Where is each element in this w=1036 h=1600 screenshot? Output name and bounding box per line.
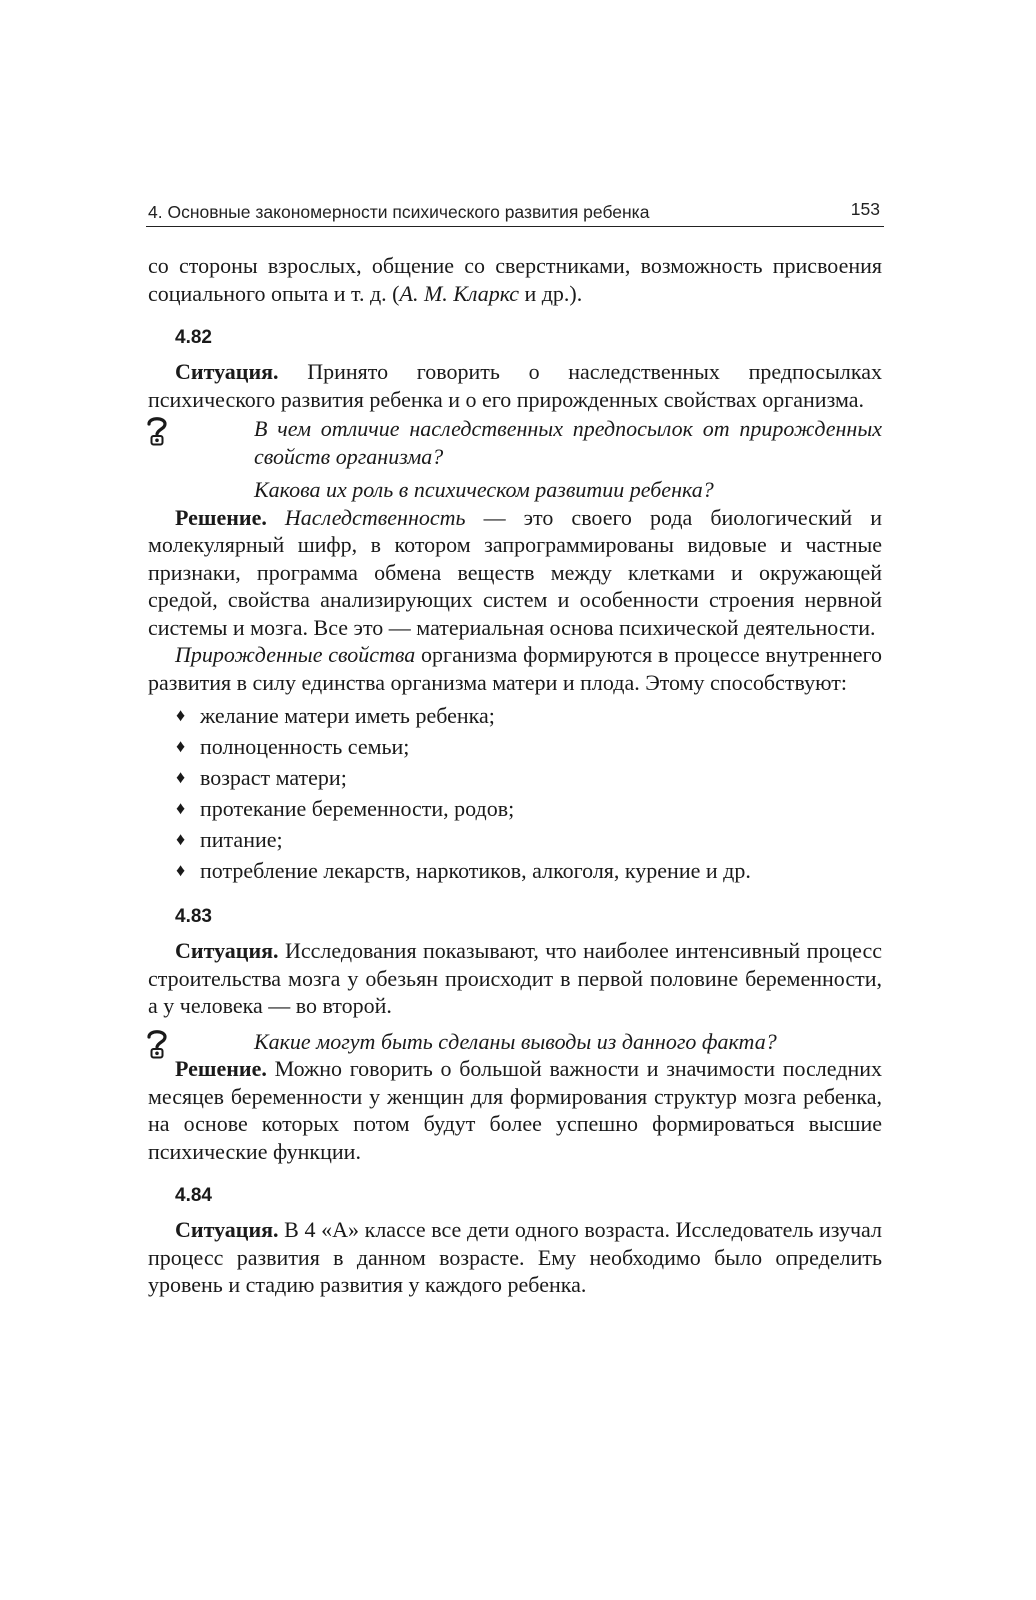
innate-text: организма формируются в процессе внутреннего развития в силу единства организма матери и плода. Этому способствуют: — [148, 642, 882, 695]
diamond-bullet-icon: ♦ — [176, 860, 186, 880]
list-item-text: возраст матери; — [200, 765, 347, 790]
running-header — [146, 192, 884, 227]
list-item — [148, 700, 882, 731]
solution-label: Решение. — [175, 1056, 267, 1081]
diamond-bullet-icon: ♦ — [176, 767, 186, 787]
list-item — [148, 762, 882, 793]
situation-label: Ситуация. — [175, 359, 279, 384]
question-block-4-82 — [148, 415, 882, 504]
section-number-4-84: 4.84 — [175, 1185, 212, 1206]
situation-label: Ситуация. — [175, 1217, 279, 1242]
list-item — [148, 793, 882, 824]
diamond-bullet-icon: ♦ — [176, 798, 186, 818]
solution-4-83 — [148, 1055, 882, 1165]
list-item — [148, 855, 882, 886]
page-body — [148, 252, 882, 1299]
intro-author: А. М. Кларкс — [399, 280, 519, 306]
intro-tail: и др.). — [518, 280, 583, 306]
situation-text: В 4 «А» классе все дети одного возраста. Исследователь изучал процесс развития в данном возрасте. Ему необходимо было определить уровень и стадию развития у каждого ребенка. — [148, 1217, 882, 1297]
intro-text: со стороны взрослых, общение со сверстниками, возможность присвоения социального опыта и т. д. ( — [148, 253, 882, 306]
chapter-title: 4. Основные закономерности психического развития ребенка — [148, 202, 650, 222]
solution-label: Решение. — [175, 504, 267, 530]
question-1: В чем отличие наследственных предпосылок от прирожденных свойств организма? — [254, 416, 882, 469]
list-item-text: питание; — [200, 827, 283, 852]
diamond-bullet-icon: ♦ — [176, 705, 186, 725]
innate-paragraph — [148, 641, 882, 696]
situation-text: Принято говорить о наследственных предпосылках психического развития ребенка и о его прирожденных свойствах организма. — [148, 359, 882, 412]
list-item — [148, 824, 882, 855]
situation-4-82 — [148, 358, 882, 413]
intro-paragraph — [148, 252, 882, 307]
solution-text: — это своего рода биологический и молекулярный шифр, в котором запрограммированы видовые и частные признаки, программа обмена веществ между клетками и окружающей средой, свойства анализирующих систем и особенности строения нервной системы и мозга. Все это — материальная основа психической деятельности. — [148, 504, 882, 640]
list-item-text: желание матери иметь ребенка; — [200, 703, 495, 728]
solution-4-82 — [148, 504, 882, 642]
question: Какие могут быть сделаны выводы из данного факта? — [254, 1028, 777, 1054]
section-number-4-82: 4.82 — [175, 327, 212, 348]
situation-4-83 — [148, 937, 882, 1020]
situation-text: Исследования показывают, что наиболее интенсивный процесс строительства мозга у обезьян происходит в первой половине беременности, а у человека — во второй. — [148, 938, 882, 1018]
question-2: Какова их роль в психическом развитии ребенка? — [254, 477, 714, 502]
page-number: 153 — [850, 199, 880, 219]
solution-term: Наследственность — [284, 504, 466, 530]
innate-term: Прирожденные свойства — [175, 642, 416, 667]
list-item-text: потребление лекарств, наркотиков, алкоголя, курение и др. — [200, 858, 751, 883]
list-item — [148, 731, 882, 762]
solution-text: Можно говорить о большой важности и значимости последних месяцев беременности у женщин для формирования структур мозга ребенка, на основе которых потом будут более успешно формироваться высшие психические функции. — [148, 1056, 882, 1164]
diamond-bullet-icon: ♦ — [176, 829, 186, 849]
factor-list — [148, 700, 882, 886]
situation-4-84 — [148, 1216, 882, 1299]
question-mark-icon — [144, 414, 170, 446]
diamond-bullet-icon: ♦ — [176, 736, 186, 756]
question-block-4-83 — [148, 1028, 882, 1056]
list-item-text: протекание беременности, родов; — [200, 796, 515, 821]
situation-label: Ситуация. — [175, 938, 279, 963]
section-number-4-83: 4.83 — [175, 906, 212, 927]
question-mark-icon — [144, 1027, 170, 1059]
list-item-text: полноценность семьи; — [200, 734, 410, 759]
